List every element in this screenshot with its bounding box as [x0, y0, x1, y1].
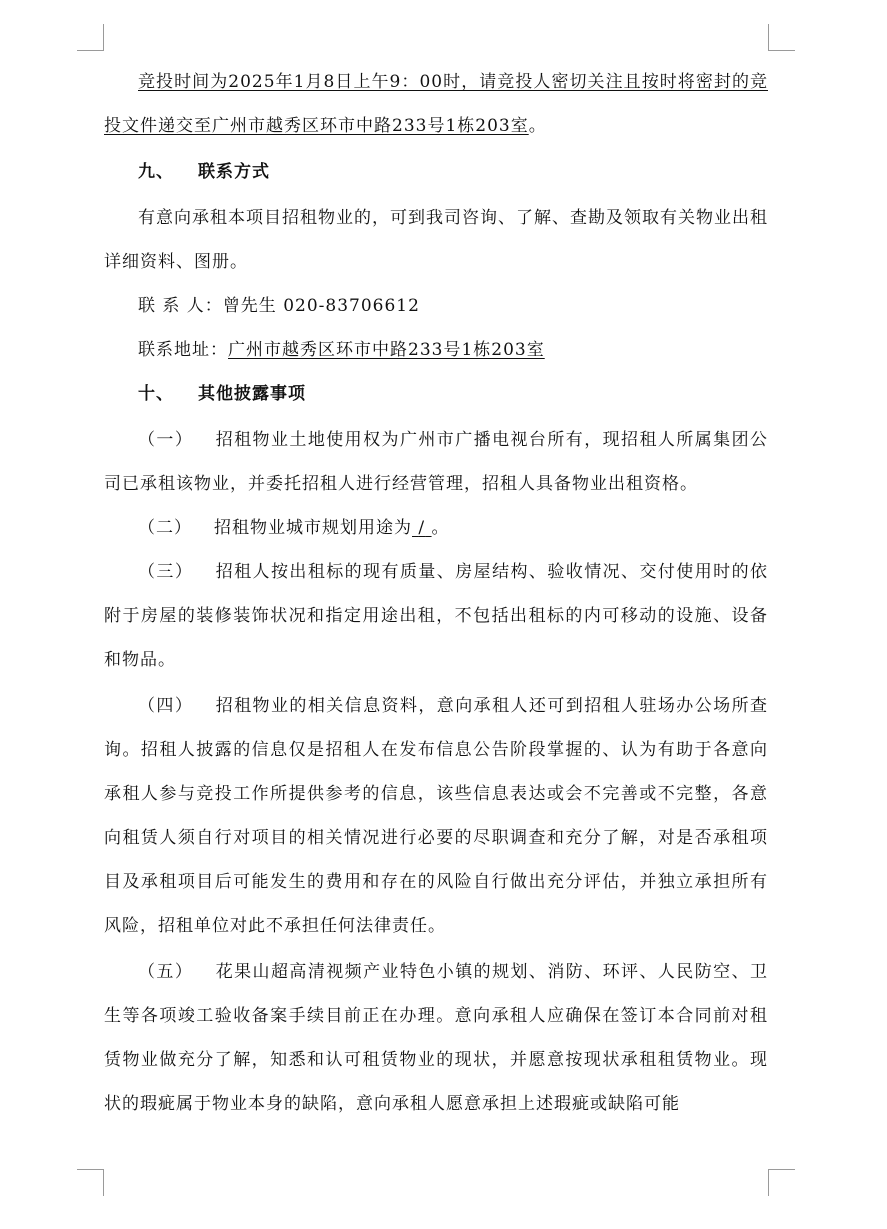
section-9-heading — [104, 150, 768, 194]
contact-person-label: 联 系 人： — [138, 296, 223, 316]
section-10-heading — [104, 372, 768, 416]
intro-end: 。 — [528, 116, 547, 136]
section-9-title: 联系方式 — [198, 162, 270, 182]
item-5-text: 花果山超高清视频产业特色小镇的规划、消防、环评、人民防空、卫生等各项竣工验收备案手续目前正在办理。意向承租人应确保在签订本合同前对租赁物业做充分了解，知悉和认可租赁物业的现状，并愿意按现状承租租赁物业。现状的瑕疵属于物业本身的缺陷，意向承租人愿意承担上述瑕疵或缺陷可能 — [104, 962, 769, 1114]
page-corner-mark-bottom-right — [768, 1169, 795, 1196]
item-3-label: （三） — [138, 562, 194, 582]
contact-person-line — [104, 284, 768, 328]
item-1 — [104, 418, 768, 506]
intro-text: 竞投时间为2025年1月8日上午9：00时，请竞投人密切关注且按时将密封的竞投文件递交至 — [104, 72, 768, 136]
contact-person-value: 曾先生 020-83706612 — [222, 296, 420, 316]
item-2-blank — [412, 518, 432, 538]
item-4 — [104, 684, 768, 948]
item-5 — [104, 950, 768, 1126]
item-3-text: 招租人按出租标的现有质量、房屋结构、验收情况、交付使用时的依附于房屋的装修装饰状况和指定用途出租，不包括出租标的内可移动的设施、设备和物品。 — [104, 562, 769, 670]
contact-address-line — [104, 328, 768, 372]
section-10-title: 其他披露事项 — [198, 384, 306, 404]
item-1-text: 招租物业土地使用权为广州市广播电视台所有，现招租人所属集团公司已承租该物业，并委托招租人进行经营管理，招租人具备物业出租资格。 — [104, 430, 769, 494]
item-4-text: 招租物业的相关信息资料，意向承租人还可到招租人驻场办公场所查询。招租人披露的信息仅是招租人在发布信息公告阶段掌握的、认为有助于各意向承租人参与竞投工作所提供参考的信息，该些信息表达或会不完善或不完整，各意向租赁人须自行对项目的相关情况进行必要的尽职调查和充分了解，对是否承租项目及承租项目后可能发生的费用和存在的风险自行做出充分评估，并独立承担所有风险，招租单位对此不承担任何法律责任。 — [104, 696, 769, 936]
page-corner-mark-bottom-left — [77, 1169, 104, 1196]
section-9-number: 九、 — [138, 162, 174, 182]
item-3 — [104, 550, 768, 682]
section-9-paragraph: 有意向承租本项目招租物业的，可到我司咨询、了解、查勘及领取有关物业出租详细资料、图册。 — [104, 208, 768, 272]
contact-address-label: 联系地址： — [138, 340, 228, 360]
contact-address-value: 广州市越秀区环市中路233号1栋203室 — [228, 340, 545, 360]
section-10-number: 十、 — [138, 384, 174, 404]
intro-paragraph — [104, 60, 768, 148]
item-4-label: （四） — [138, 696, 194, 716]
item-1-label: （一） — [138, 430, 194, 450]
item-2-blank-value: / — [418, 518, 426, 538]
page-corner-mark-top-right — [768, 24, 795, 51]
document-body — [104, 60, 768, 1126]
item-2-text-post: 。 — [431, 518, 450, 538]
item-2-text-pre: 招租物业城市规划用途为 — [214, 518, 412, 538]
intro-address: 广州市越秀区环市中路233号1栋203室 — [212, 116, 529, 136]
page-corner-mark-top-left — [77, 24, 104, 51]
item-2-label: （二） — [138, 518, 192, 538]
item-2 — [104, 506, 768, 550]
item-5-label: （五） — [138, 962, 194, 982]
